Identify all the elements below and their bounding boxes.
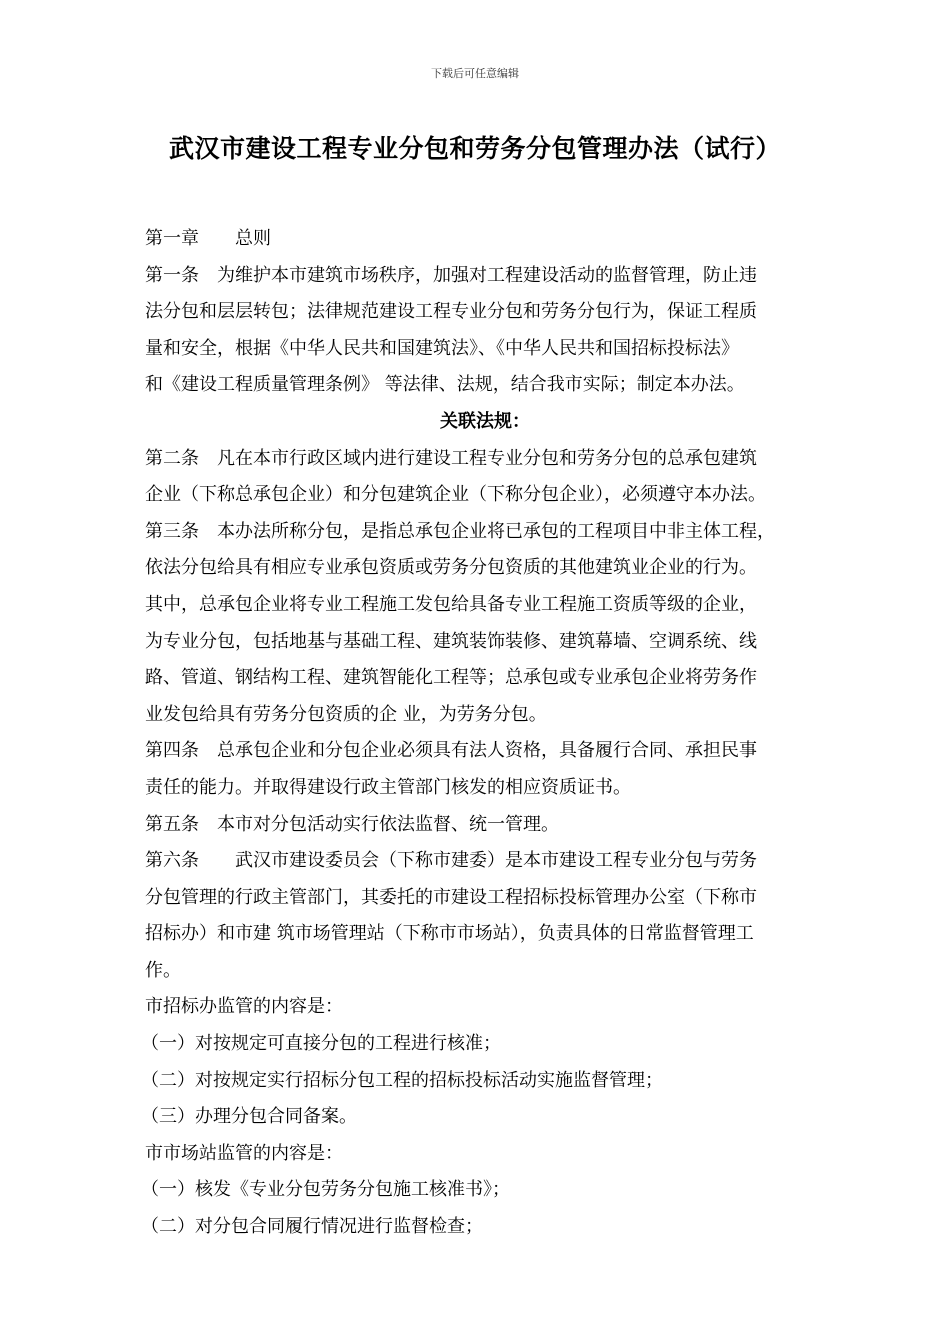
article-4-line: 第四条 总承包企业和分包企业必须具有法人资格，具备履行合同、承担民事	[145, 740, 757, 762]
article-4-line: 责任的能力。并取得建设行政主管部门核发的相应资质证书。	[145, 776, 631, 798]
list-item: （二）对分包合同履行情况进行监督检查；	[141, 1216, 483, 1238]
document-title: 武汉市建设工程专业分包和劳务分包管理办法（试行）	[168, 134, 781, 163]
article-6-line: 分包管理的行政主管部门，其委托的市建设工程招标投标管理办公室（下称市	[145, 886, 757, 908]
article-3-line: 第三条 本办法所称分包，是指总承包企业将已承包的工程项目中非主体工程，	[145, 520, 775, 542]
article-2-line: 第二条 凡在本市行政区域内进行建设工程专业分包和劳务分包的总承包建筑	[145, 447, 757, 469]
list-heading: 市招标办监管的内容是：	[145, 996, 343, 1018]
article-6-line: 作。	[145, 959, 181, 981]
article-3-line: 其中，总承包企业将专业工程施工发包给具备专业工程施工资质等级的企业，	[145, 593, 757, 615]
article-3-line: 业发包给具有劳务分包资质的企 业，为劳务分包。	[145, 703, 547, 725]
list-item: （二）对按规定实行招标分包工程的招标投标活动实施监督管理；	[141, 1069, 663, 1091]
article-5-line: 第五条 本市对分包活动实行依法监督、统一管理。	[145, 813, 559, 835]
article-2-line: 企业（下称总承包企业）和分包建筑企业（下称分包企业），必须遵守本办法。	[145, 484, 766, 506]
article-3-line: 为专业分包，包括地基与基础工程、建筑装饰装修、建筑幕墙、空调系统、线	[145, 630, 757, 652]
document-body	[141, 221, 825, 1246]
list-item: （三）办理分包合同备案。	[141, 1106, 357, 1128]
article-3-line: 路、管道、钢结构工程、建筑智能化工程等；总承包或专业承包企业将劳务作	[145, 667, 757, 689]
article-1-line: 和《建设工程质量管理条例》 等法律、法规，结合我市实际；制定本办法。	[145, 374, 745, 396]
article-6-line: 招标办）和市建 筑市场管理站（下称市市场站），负责具体的日常监督管理工	[145, 923, 754, 945]
article-1-line: 第一条 为维护本市建筑市场秩序，加强对工程建设活动的监督管理，防止违	[145, 264, 757, 286]
article-1-line: 法分包和层层转包；法律规范建设工程专业分包和劳务分包行为，保证工程质	[145, 301, 757, 323]
header-note: 下载后可任意编辑	[431, 67, 519, 80]
related-regulations-heading: 关联法规：	[440, 410, 530, 432]
article-3-line: 依法分包给具有相应专业承包资质或劳务分包资质的其他建筑业企业的行为。	[145, 557, 757, 579]
article-6-line: 第六条 武汉市建设委员会（下称市建委）是本市建设工程专业分包与劳务	[145, 850, 757, 872]
article-1-line: 量和安全，根据《中华人民共和国建筑法》、《中华人民共和国招标投标法》	[145, 337, 739, 359]
chapter-heading: 第一章 总则	[145, 228, 271, 249]
list-item: （一）核发《专业分包劳务分包施工核准书》；	[141, 1179, 510, 1201]
list-item: （一）对按规定可直接分包的工程进行核准；	[141, 1033, 501, 1055]
list-heading: 市市场站监管的内容是：	[145, 1142, 343, 1164]
